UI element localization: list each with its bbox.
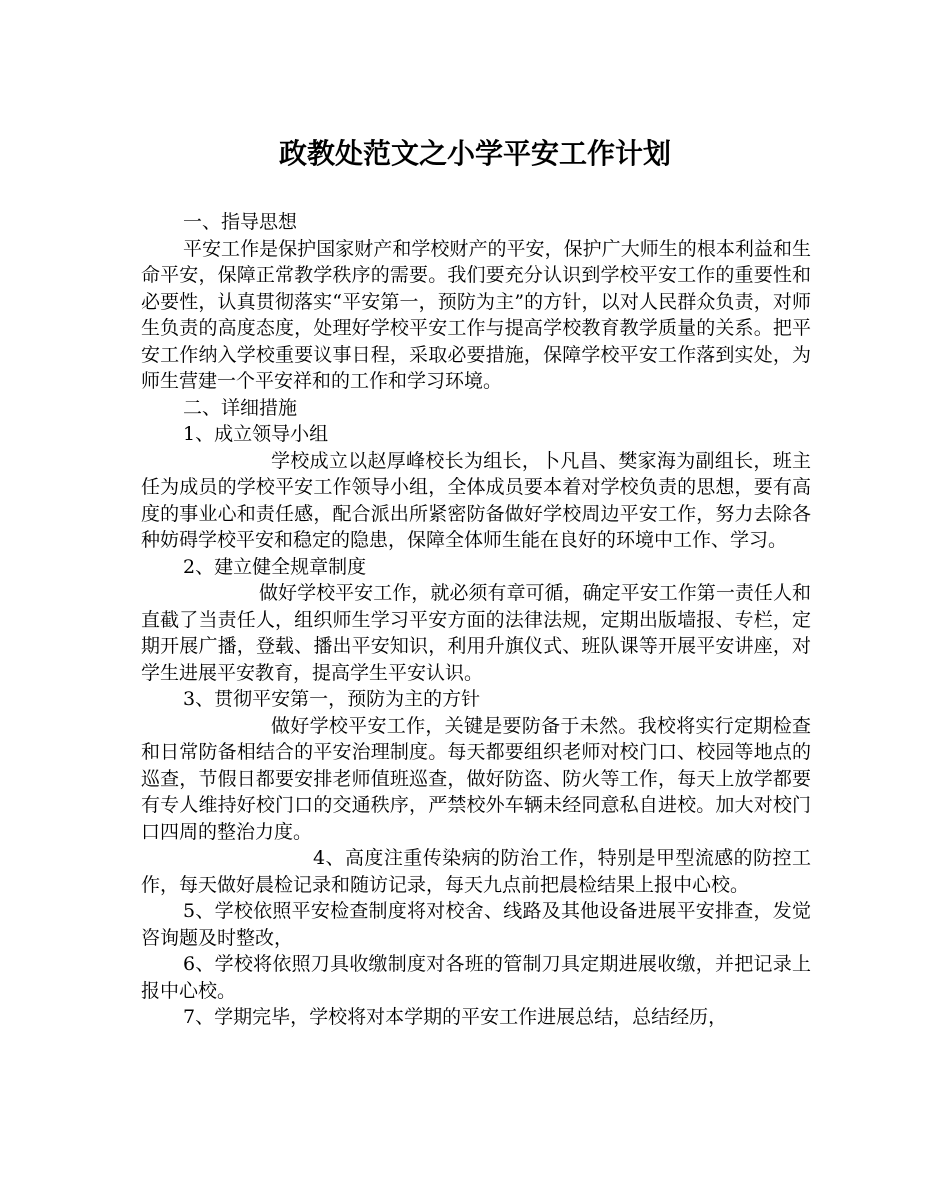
paragraph-guiding-ideology: 平安工作是保护国家财产和学校财产的平安，保护广大师生的根本利益和生命平安，保障正常教学秩序的需要。我们要充分认识到学校平安工作的重要性和必要性，认真贯彻落实“平安第一，预防为主”的方针，以对人民群众负责，对师生负责的高度态度，处理好学校平安工作与提高学校教育教学质量的关系。把平安工作纳入学校重要议事日程，采取必要措施，保障学校平安工作落到实处，为师生营建一个平安祥和的工作和学习环境。 (141, 237, 811, 392)
paragraph-disease-prevention: 4、高度注重传染病的防治工作，特别是甲型流感的防控工作，每天做好晨检记录和随访记录，每天九点前把晨检结果上报中心校。 (141, 847, 811, 896)
section-heading-detailed-measures: 二、详细措施 (183, 396, 298, 419)
section-heading-guiding-ideology: 一、指导思想 (183, 211, 298, 233)
document-title: 政教处范文之小学平安工作计划 (278, 137, 671, 170)
subheading-leadership-group: 1、成立领导小组 (183, 423, 329, 445)
paragraph-rules-system: 做好学校平安工作，就必须有章可循，确定平安工作第一责任人和直截了当责任人，组织师生学习平安方面的法律法规，定期出版墙报、专栏，定期开展广播，登载、播出平安知识，利用升旗仪式、班队课等开展平安讲座，对学生进展平安教育，提高学生平安认识。 (141, 582, 811, 684)
paragraph-safety-inspection: 5、学校依照平安检查制度将对校舍、线路及其他设备进展平安排查，发觉咨询题及时整改， (141, 900, 811, 949)
paragraph-knife-collection: 6、学校将依照刀具收缴制度对各班的管制刀具定期进展收缴，并把记录上报中心校。 (141, 953, 811, 1002)
subheading-rules-system: 2、建立健全规章制度 (183, 555, 367, 578)
paragraph-prevention-policy: 做好学校平安工作，关键是要防备于未然。我校将实行定期检查和日常防备相结合的平安治理制度。每天都要组织老师对校门口、校园等地点的巡查，节假日都要安排老师值班巡查，做好防盗、防火等工作，每天上放学都要有专人维持好校门口的交通秩序，严禁校外车辆未经同意私自进校。加大对校门口四周的整治力度。 (141, 714, 811, 843)
subheading-prevention-policy: 3、贯彻平安第一，预防为主的方针 (183, 688, 481, 710)
paragraph-semester-summary: 7、学期完毕，学校将对本学期的平安工作进展总结，总结经历， (183, 1006, 728, 1028)
document-body (141, 209, 811, 1031)
paragraph-leadership-group: 学校成立以赵厚峰校长为组长，卜凡昌、樊家海为副组长，班主任为成员的学校平安工作领导小组，全体成员要本着对学校负责的思想，要有高度的事业心和责任感，配合派出所紧密防备做好学校周边平安工作，努力去除各种妨碍学校平安和稳定的隐患，保障全体师生能在良好的环境中工作、学习。 (141, 449, 811, 551)
